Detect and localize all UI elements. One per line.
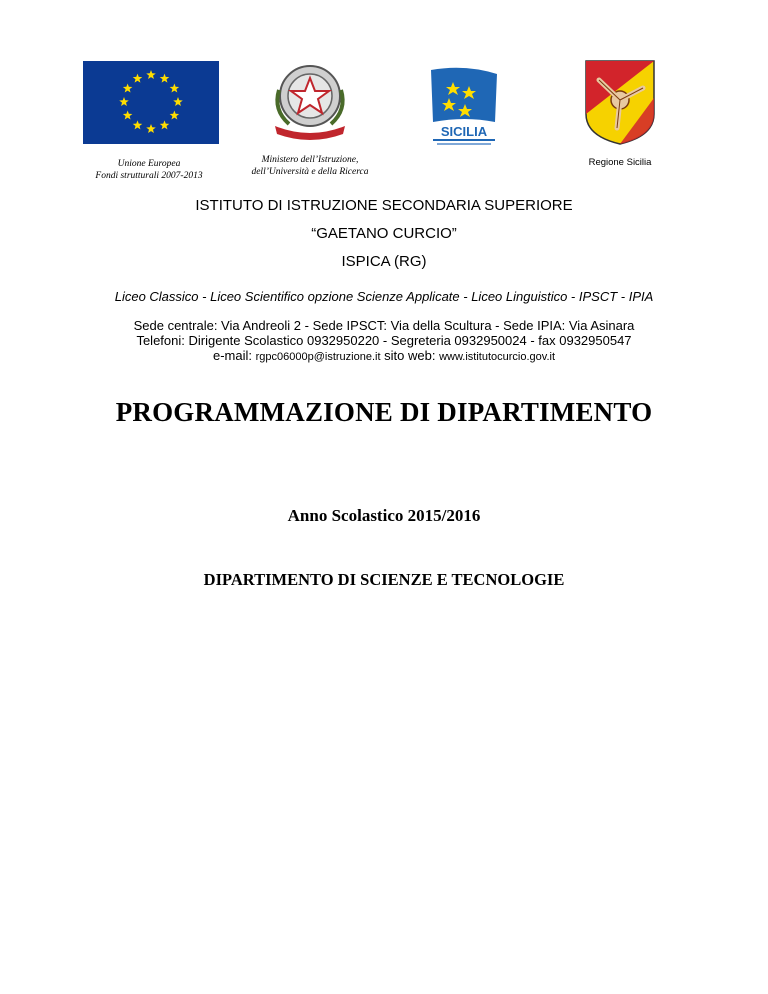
region-caption: Regione Sicilia <box>588 157 652 168</box>
document-title: PROGRAMMAZIONE DI DIPARTIMENTO <box>115 397 653 427</box>
institute-name: ISTITUTO DI ISTRUZIONE SECONDARIA SUPERIORE <box>195 197 573 214</box>
school-year: Anno Scolastico 2015/2016 <box>287 506 481 525</box>
sicilia-logo-label: SICILIA <box>440 124 488 139</box>
ministry-caption-line1: Ministero dell’Istruzione, <box>261 155 359 165</box>
email-label: e-mail: <box>212 348 252 363</box>
eu-stars-icon <box>83 61 219 144</box>
address-line: Sede centrale: Via Andreoli 2 - Sede IPSCT: Via della Scultura - Sede IPIA: Via Asinara <box>133 318 635 333</box>
eu-star-icon <box>119 97 129 106</box>
curricula-list: Liceo Classico - Liceo Scientifico opzione Scienze Applicate - Liceo Linguistico - IPSCT - IPIA <box>114 289 654 304</box>
italian-republic-emblem <box>265 60 355 142</box>
eu-flag-logo <box>83 61 219 144</box>
eu-star-icon <box>133 120 143 129</box>
ministry-caption <box>240 154 380 178</box>
department-name: DIPARTIMENTO DI SCIENZE E TECNOLOGIE <box>203 570 565 589</box>
eu-caption-line2: Fondi strutturali 2007-2013 <box>95 171 203 181</box>
eu-caption <box>74 158 224 182</box>
school-name: “GAETANO CURCIO” <box>311 225 457 242</box>
phone-line: Telefoni: Dirigente Scolastico 0932950220 - Segreteria 0932950024 - fax 0932950547 <box>136 333 632 348</box>
eu-star-icon <box>146 70 156 79</box>
school-city: ISPICA (RG) <box>341 253 427 270</box>
eu-star-icon <box>160 74 170 83</box>
ministry-caption-line2: dell’Università e della Ricerca <box>251 167 369 177</box>
web-label: sito web: <box>384 348 436 363</box>
eu-star-icon <box>160 120 170 129</box>
eu-star-icon <box>170 84 180 93</box>
contact-line <box>0 348 768 365</box>
sicilia-fse-logo <box>425 64 503 148</box>
eu-star-icon <box>123 84 133 93</box>
website-link[interactable]: www.istitutocurcio.gov.it <box>439 351 556 363</box>
email-link[interactable]: rgpc06000p@istruzione.it <box>255 351 381 363</box>
eu-star-icon <box>173 97 183 106</box>
regione-sicilia-logo <box>583 58 657 146</box>
eu-caption-line1: Unione Europea <box>117 159 181 169</box>
eu-star-icon <box>123 111 133 120</box>
eu-star-icon <box>170 111 180 120</box>
eu-star-icon <box>146 124 156 133</box>
eu-star-icon <box>133 74 143 83</box>
